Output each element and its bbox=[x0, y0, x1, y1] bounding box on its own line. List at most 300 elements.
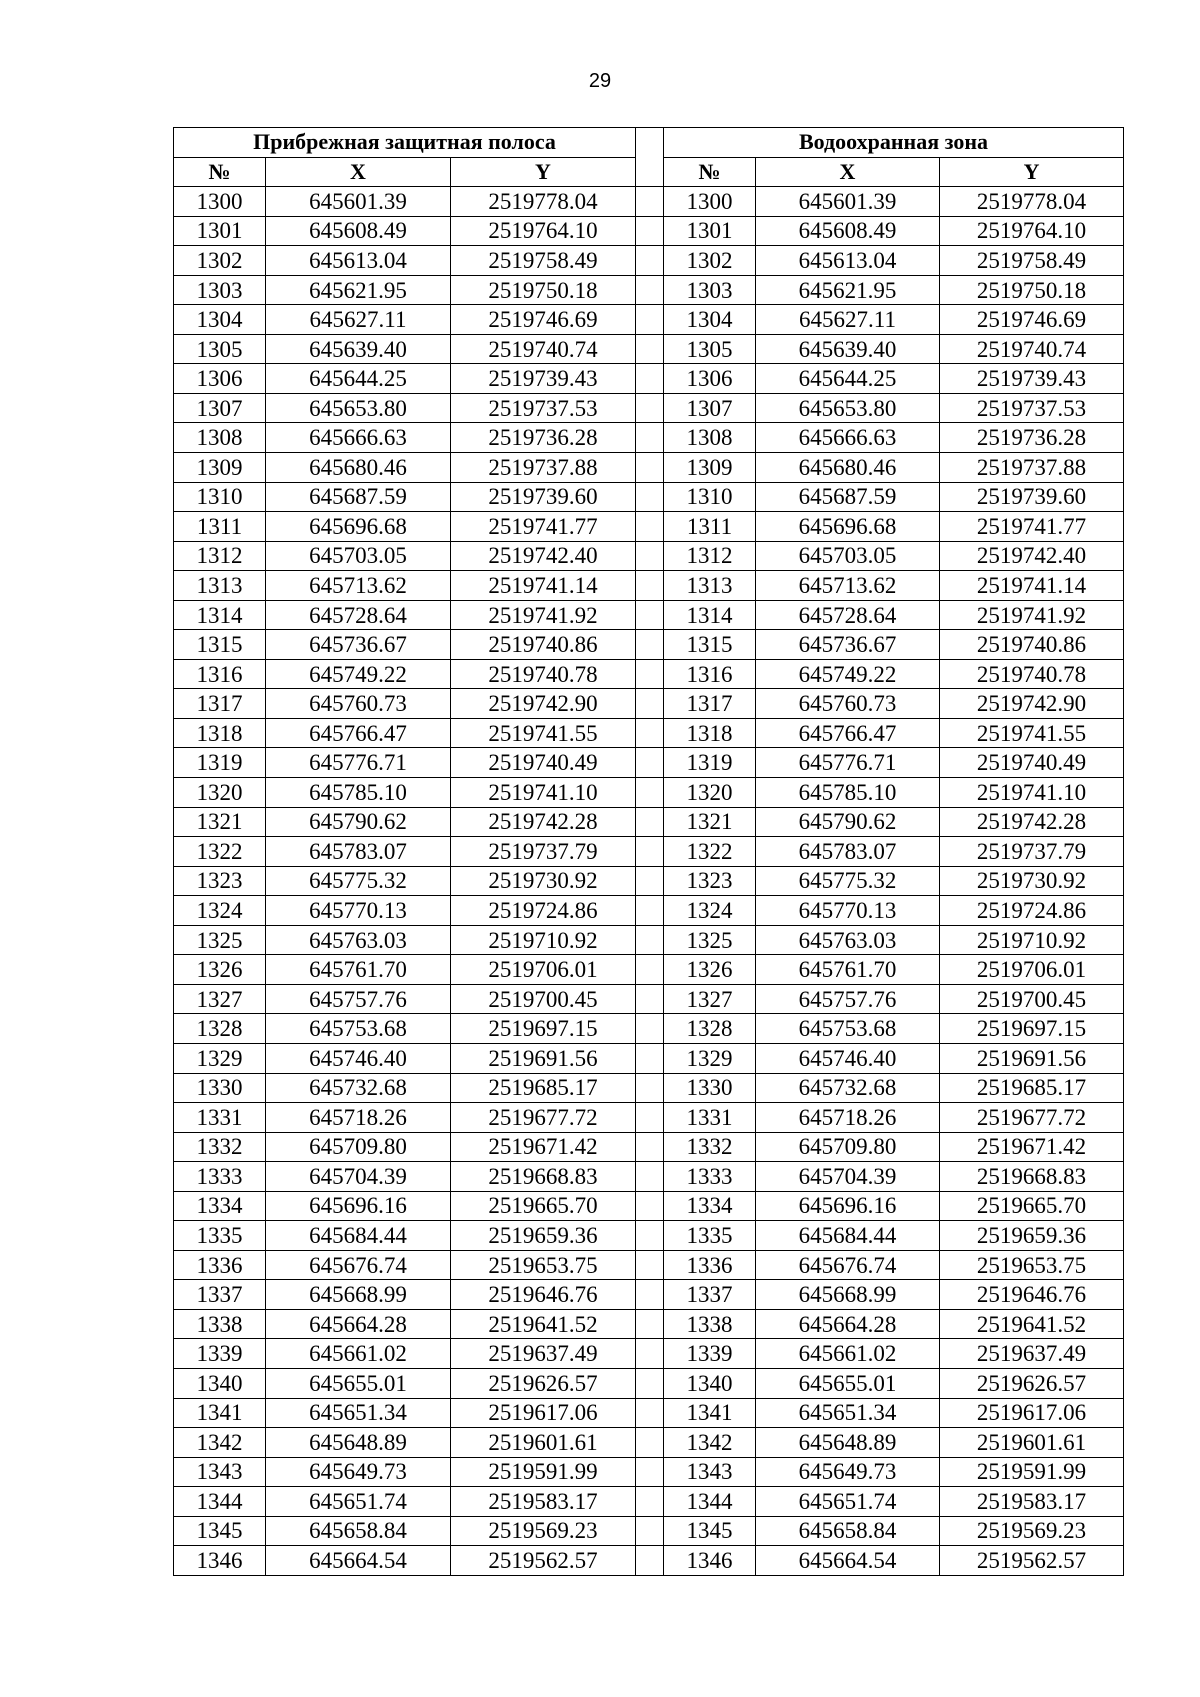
left-x-cell: 645666.63 bbox=[266, 423, 451, 453]
right-num-cell: 1329 bbox=[664, 1043, 756, 1073]
table-row bbox=[174, 423, 1124, 453]
right-x-cell: 645649.73 bbox=[756, 1457, 940, 1487]
right-x-cell: 645763.03 bbox=[756, 925, 940, 955]
right-y-cell: 2519740.49 bbox=[940, 748, 1124, 778]
right-num-cell: 1314 bbox=[664, 600, 756, 630]
left-x-cell: 645775.32 bbox=[266, 866, 451, 896]
left-num-cell: 1318 bbox=[174, 718, 266, 748]
row-gap-cell bbox=[636, 334, 664, 364]
left-x-cell: 645653.80 bbox=[266, 393, 451, 423]
left-num-cell: 1303 bbox=[174, 275, 266, 305]
left-y-cell: 2519646.76 bbox=[451, 1280, 636, 1310]
right-x-cell: 645664.54 bbox=[756, 1546, 940, 1576]
row-gap-cell bbox=[636, 659, 664, 689]
right-y-cell: 2519641.52 bbox=[940, 1309, 1124, 1339]
right-x-cell: 645639.40 bbox=[756, 334, 940, 364]
left-num-cell: 1339 bbox=[174, 1339, 266, 1369]
right-num-cell: 1346 bbox=[664, 1546, 756, 1576]
row-gap-cell bbox=[636, 1132, 664, 1162]
left-y-cell: 2519742.28 bbox=[451, 807, 636, 837]
right-x-cell: 645790.62 bbox=[756, 807, 940, 837]
right-x-cell: 645687.59 bbox=[756, 482, 940, 512]
left-y-cell: 2519740.78 bbox=[451, 659, 636, 689]
left-num-cell: 1331 bbox=[174, 1103, 266, 1133]
right-num-cell: 1318 bbox=[664, 718, 756, 748]
table-row bbox=[174, 955, 1124, 985]
right-num-cell: 1317 bbox=[664, 689, 756, 719]
row-gap-cell bbox=[636, 1073, 664, 1103]
right-y-cell: 2519591.99 bbox=[940, 1457, 1124, 1487]
right-x-cell: 645608.49 bbox=[756, 216, 940, 246]
left-num-cell: 1301 bbox=[174, 216, 266, 246]
left-x-cell: 645639.40 bbox=[266, 334, 451, 364]
right-y-cell: 2519646.76 bbox=[940, 1280, 1124, 1310]
left-y-cell: 2519626.57 bbox=[451, 1368, 636, 1398]
left-num-cell: 1311 bbox=[174, 512, 266, 542]
right-num-cell: 1321 bbox=[664, 807, 756, 837]
table-row bbox=[174, 984, 1124, 1014]
row-gap-cell bbox=[636, 1191, 664, 1221]
table-row bbox=[174, 1103, 1124, 1133]
left-num-cell: 1332 bbox=[174, 1132, 266, 1162]
right-num-cell: 1336 bbox=[664, 1250, 756, 1280]
right-x-cell: 645718.26 bbox=[756, 1103, 940, 1133]
table-row bbox=[174, 216, 1124, 246]
right-y-cell: 2519740.86 bbox=[940, 630, 1124, 660]
left-num-cell: 1341 bbox=[174, 1398, 266, 1428]
left-y-cell: 2519562.57 bbox=[451, 1546, 636, 1576]
right-num-cell: 1338 bbox=[664, 1309, 756, 1339]
right-x-cell: 645761.70 bbox=[756, 955, 940, 985]
right-x-cell: 645736.67 bbox=[756, 630, 940, 660]
right-x-cell: 645648.89 bbox=[756, 1428, 940, 1458]
left-y-cell: 2519750.18 bbox=[451, 275, 636, 305]
left-x-cell: 645648.89 bbox=[266, 1428, 451, 1458]
left-x-cell: 645732.68 bbox=[266, 1073, 451, 1103]
left-x-cell: 645770.13 bbox=[266, 896, 451, 926]
left-x-cell: 645709.80 bbox=[266, 1132, 451, 1162]
table-row bbox=[174, 1457, 1124, 1487]
row-gap-cell bbox=[636, 1516, 664, 1546]
row-gap-cell bbox=[636, 925, 664, 955]
right-num-cell: 1330 bbox=[664, 1073, 756, 1103]
row-gap-cell bbox=[636, 482, 664, 512]
row-gap-cell bbox=[636, 1368, 664, 1398]
left-num-cell: 1302 bbox=[174, 246, 266, 276]
right-x-cell: 645653.80 bbox=[756, 393, 940, 423]
left-num-cell: 1322 bbox=[174, 837, 266, 867]
right-x-cell: 645785.10 bbox=[756, 778, 940, 808]
left-x-cell: 645766.47 bbox=[266, 718, 451, 748]
left-y-cell: 2519665.70 bbox=[451, 1191, 636, 1221]
left-y-cell: 2519583.17 bbox=[451, 1487, 636, 1517]
right-y-cell: 2519677.72 bbox=[940, 1103, 1124, 1133]
row-gap-cell bbox=[636, 1487, 664, 1517]
table-row bbox=[174, 600, 1124, 630]
left-num-cell: 1321 bbox=[174, 807, 266, 837]
left-num-cell: 1330 bbox=[174, 1073, 266, 1103]
right-x-cell: 645655.01 bbox=[756, 1368, 940, 1398]
left-num-cell: 1324 bbox=[174, 896, 266, 926]
left-num-cell: 1313 bbox=[174, 571, 266, 601]
left-y-cell: 2519653.75 bbox=[451, 1250, 636, 1280]
row-gap-cell bbox=[636, 896, 664, 926]
right-num-cell: 1326 bbox=[664, 955, 756, 985]
left-num-cell: 1315 bbox=[174, 630, 266, 660]
left-y-cell: 2519691.56 bbox=[451, 1043, 636, 1073]
section-gap bbox=[636, 128, 664, 187]
right-num-cell: 1327 bbox=[664, 984, 756, 1014]
right-y-cell: 2519741.77 bbox=[940, 512, 1124, 542]
row-gap-cell bbox=[636, 1546, 664, 1576]
right-y-cell: 2519637.49 bbox=[940, 1339, 1124, 1369]
right-y-cell: 2519659.36 bbox=[940, 1221, 1124, 1251]
table-row bbox=[174, 334, 1124, 364]
right-col-x-header: X bbox=[756, 157, 940, 187]
table-row bbox=[174, 1339, 1124, 1369]
left-y-cell: 2519740.86 bbox=[451, 630, 636, 660]
right-x-cell: 645696.68 bbox=[756, 512, 940, 542]
left-y-cell: 2519741.14 bbox=[451, 571, 636, 601]
table-row bbox=[174, 659, 1124, 689]
left-num-cell: 1314 bbox=[174, 600, 266, 630]
left-x-cell: 645760.73 bbox=[266, 689, 451, 719]
left-x-cell: 645661.02 bbox=[266, 1339, 451, 1369]
table-row bbox=[174, 246, 1124, 276]
right-num-cell: 1322 bbox=[664, 837, 756, 867]
table-row bbox=[174, 1250, 1124, 1280]
left-x-cell: 645676.74 bbox=[266, 1250, 451, 1280]
table-row bbox=[174, 925, 1124, 955]
right-num-cell: 1305 bbox=[664, 334, 756, 364]
table-row bbox=[174, 305, 1124, 335]
table-row bbox=[174, 1221, 1124, 1251]
right-num-cell: 1311 bbox=[664, 512, 756, 542]
left-num-cell: 1308 bbox=[174, 423, 266, 453]
right-num-cell: 1302 bbox=[664, 246, 756, 276]
right-y-cell: 2519739.43 bbox=[940, 364, 1124, 394]
table-row bbox=[174, 1043, 1124, 1073]
right-x-cell: 645766.47 bbox=[756, 718, 940, 748]
right-num-cell: 1345 bbox=[664, 1516, 756, 1546]
left-num-cell: 1337 bbox=[174, 1280, 266, 1310]
row-gap-cell bbox=[636, 246, 664, 276]
left-num-cell: 1327 bbox=[174, 984, 266, 1014]
row-gap-cell bbox=[636, 984, 664, 1014]
left-y-cell: 2519758.49 bbox=[451, 246, 636, 276]
table-row bbox=[174, 1398, 1124, 1428]
table-row bbox=[174, 1428, 1124, 1458]
right-num-cell: 1323 bbox=[664, 866, 756, 896]
table-row bbox=[174, 630, 1124, 660]
left-y-cell: 2519601.61 bbox=[451, 1428, 636, 1458]
left-y-cell: 2519617.06 bbox=[451, 1398, 636, 1428]
right-num-cell: 1308 bbox=[664, 423, 756, 453]
row-gap-cell bbox=[636, 1339, 664, 1369]
right-y-cell: 2519746.69 bbox=[940, 305, 1124, 335]
right-num-cell: 1319 bbox=[664, 748, 756, 778]
left-x-cell: 645687.59 bbox=[266, 482, 451, 512]
right-y-cell: 2519737.53 bbox=[940, 393, 1124, 423]
right-y-cell: 2519706.01 bbox=[940, 955, 1124, 985]
left-y-cell: 2519741.92 bbox=[451, 600, 636, 630]
right-x-cell: 645713.62 bbox=[756, 571, 940, 601]
right-x-cell: 645613.04 bbox=[756, 246, 940, 276]
right-x-cell: 645749.22 bbox=[756, 659, 940, 689]
left-x-cell: 645696.16 bbox=[266, 1191, 451, 1221]
right-y-cell: 2519736.28 bbox=[940, 423, 1124, 453]
right-y-cell: 2519737.88 bbox=[940, 453, 1124, 483]
left-num-cell: 1310 bbox=[174, 482, 266, 512]
left-x-cell: 645728.64 bbox=[266, 600, 451, 630]
right-y-cell: 2519617.06 bbox=[940, 1398, 1124, 1428]
left-x-cell: 645703.05 bbox=[266, 541, 451, 571]
left-num-cell: 1345 bbox=[174, 1516, 266, 1546]
left-num-cell: 1320 bbox=[174, 778, 266, 808]
row-gap-cell bbox=[636, 216, 664, 246]
row-gap-cell bbox=[636, 955, 664, 985]
table-row bbox=[174, 1191, 1124, 1221]
right-y-cell: 2519742.40 bbox=[940, 541, 1124, 571]
right-x-cell: 645651.34 bbox=[756, 1398, 940, 1428]
left-num-cell: 1300 bbox=[174, 187, 266, 217]
left-y-cell: 2519641.52 bbox=[451, 1309, 636, 1339]
row-gap-cell bbox=[636, 630, 664, 660]
table-row bbox=[174, 1132, 1124, 1162]
right-num-cell: 1304 bbox=[664, 305, 756, 335]
left-x-cell: 645621.95 bbox=[266, 275, 451, 305]
left-x-cell: 645651.34 bbox=[266, 1398, 451, 1428]
right-y-cell: 2519601.61 bbox=[940, 1428, 1124, 1458]
left-y-cell: 2519742.90 bbox=[451, 689, 636, 719]
left-num-cell: 1317 bbox=[174, 689, 266, 719]
table-row bbox=[174, 187, 1124, 217]
row-gap-cell bbox=[636, 453, 664, 483]
coordinates-table bbox=[173, 127, 1124, 1576]
left-col-y-header: Y bbox=[451, 157, 636, 187]
right-num-cell: 1312 bbox=[664, 541, 756, 571]
left-x-cell: 645746.40 bbox=[266, 1043, 451, 1073]
table-row bbox=[174, 541, 1124, 571]
right-x-cell: 645770.13 bbox=[756, 896, 940, 926]
left-y-cell: 2519697.15 bbox=[451, 1014, 636, 1044]
left-x-cell: 645658.84 bbox=[266, 1516, 451, 1546]
left-num-cell: 1344 bbox=[174, 1487, 266, 1517]
right-x-cell: 645627.11 bbox=[756, 305, 940, 335]
left-x-cell: 645790.62 bbox=[266, 807, 451, 837]
right-col-num-header: № bbox=[664, 157, 756, 187]
row-gap-cell bbox=[636, 718, 664, 748]
right-num-cell: 1315 bbox=[664, 630, 756, 660]
right-x-cell: 645703.05 bbox=[756, 541, 940, 571]
left-num-cell: 1340 bbox=[174, 1368, 266, 1398]
left-y-cell: 2519668.83 bbox=[451, 1162, 636, 1192]
table-row bbox=[174, 364, 1124, 394]
right-num-cell: 1324 bbox=[664, 896, 756, 926]
left-y-cell: 2519739.60 bbox=[451, 482, 636, 512]
right-x-cell: 645728.64 bbox=[756, 600, 940, 630]
right-y-cell: 2519741.10 bbox=[940, 778, 1124, 808]
row-gap-cell bbox=[636, 275, 664, 305]
left-y-cell: 2519741.10 bbox=[451, 778, 636, 808]
left-y-cell: 2519569.23 bbox=[451, 1516, 636, 1546]
left-y-cell: 2519591.99 bbox=[451, 1457, 636, 1487]
right-y-cell: 2519742.90 bbox=[940, 689, 1124, 719]
left-num-cell: 1333 bbox=[174, 1162, 266, 1192]
left-num-cell: 1326 bbox=[174, 955, 266, 985]
left-num-cell: 1316 bbox=[174, 659, 266, 689]
left-y-cell: 2519742.40 bbox=[451, 541, 636, 571]
right-y-cell: 2519626.57 bbox=[940, 1368, 1124, 1398]
table-row bbox=[174, 778, 1124, 808]
row-gap-cell bbox=[636, 1428, 664, 1458]
right-x-cell: 645757.76 bbox=[756, 984, 940, 1014]
left-num-cell: 1328 bbox=[174, 1014, 266, 1044]
left-y-cell: 2519671.42 bbox=[451, 1132, 636, 1162]
left-y-cell: 2519741.77 bbox=[451, 512, 636, 542]
left-y-cell: 2519739.43 bbox=[451, 364, 636, 394]
left-y-cell: 2519741.55 bbox=[451, 718, 636, 748]
right-num-cell: 1333 bbox=[664, 1162, 756, 1192]
right-num-cell: 1337 bbox=[664, 1280, 756, 1310]
row-gap-cell bbox=[636, 1043, 664, 1073]
left-x-cell: 645613.04 bbox=[266, 246, 451, 276]
right-y-cell: 2519764.10 bbox=[940, 216, 1124, 246]
right-num-cell: 1313 bbox=[664, 571, 756, 601]
right-section-title: Водоохранная зона bbox=[664, 128, 1124, 158]
left-num-cell: 1329 bbox=[174, 1043, 266, 1073]
left-y-cell: 2519778.04 bbox=[451, 187, 636, 217]
left-y-cell: 2519659.36 bbox=[451, 1221, 636, 1251]
right-num-cell: 1306 bbox=[664, 364, 756, 394]
section-header-row bbox=[174, 128, 1124, 158]
left-y-cell: 2519637.49 bbox=[451, 1339, 636, 1369]
left-x-cell: 645627.11 bbox=[266, 305, 451, 335]
row-gap-cell bbox=[636, 423, 664, 453]
table-row bbox=[174, 453, 1124, 483]
right-x-cell: 645621.95 bbox=[756, 275, 940, 305]
table-row bbox=[174, 1516, 1124, 1546]
left-x-cell: 645753.68 bbox=[266, 1014, 451, 1044]
row-gap-cell bbox=[636, 689, 664, 719]
right-y-cell: 2519685.17 bbox=[940, 1073, 1124, 1103]
left-num-cell: 1343 bbox=[174, 1457, 266, 1487]
right-y-cell: 2519724.86 bbox=[940, 896, 1124, 926]
left-y-cell: 2519740.49 bbox=[451, 748, 636, 778]
right-num-cell: 1339 bbox=[664, 1339, 756, 1369]
left-x-cell: 645664.54 bbox=[266, 1546, 451, 1576]
right-y-cell: 2519740.78 bbox=[940, 659, 1124, 689]
table-row bbox=[174, 837, 1124, 867]
right-num-cell: 1325 bbox=[664, 925, 756, 955]
row-gap-cell bbox=[636, 1309, 664, 1339]
table-row bbox=[174, 896, 1124, 926]
table-row bbox=[174, 1073, 1124, 1103]
right-x-cell: 645783.07 bbox=[756, 837, 940, 867]
right-x-cell: 645776.71 bbox=[756, 748, 940, 778]
right-y-cell: 2519741.55 bbox=[940, 718, 1124, 748]
left-y-cell: 2519740.74 bbox=[451, 334, 636, 364]
left-col-num-header: № bbox=[174, 157, 266, 187]
right-x-cell: 645661.02 bbox=[756, 1339, 940, 1369]
left-x-cell: 645736.67 bbox=[266, 630, 451, 660]
right-x-cell: 645753.68 bbox=[756, 1014, 940, 1044]
right-y-cell: 2519730.92 bbox=[940, 866, 1124, 896]
right-x-cell: 645601.39 bbox=[756, 187, 940, 217]
row-gap-cell bbox=[636, 1014, 664, 1044]
right-col-y-header: Y bbox=[940, 157, 1124, 187]
table-row bbox=[174, 275, 1124, 305]
right-x-cell: 645775.32 bbox=[756, 866, 940, 896]
table-row bbox=[174, 866, 1124, 896]
left-y-cell: 2519736.28 bbox=[451, 423, 636, 453]
row-gap-cell bbox=[636, 305, 664, 335]
left-y-cell: 2519710.92 bbox=[451, 925, 636, 955]
right-y-cell: 2519583.17 bbox=[940, 1487, 1124, 1517]
left-x-cell: 645776.71 bbox=[266, 748, 451, 778]
row-gap-cell bbox=[636, 807, 664, 837]
row-gap-cell bbox=[636, 1162, 664, 1192]
row-gap-cell bbox=[636, 541, 664, 571]
right-x-cell: 645658.84 bbox=[756, 1516, 940, 1546]
right-num-cell: 1316 bbox=[664, 659, 756, 689]
right-num-cell: 1342 bbox=[664, 1428, 756, 1458]
right-y-cell: 2519697.15 bbox=[940, 1014, 1124, 1044]
left-x-cell: 645655.01 bbox=[266, 1368, 451, 1398]
left-y-cell: 2519724.86 bbox=[451, 896, 636, 926]
table-row bbox=[174, 748, 1124, 778]
right-y-cell: 2519741.92 bbox=[940, 600, 1124, 630]
left-y-cell: 2519764.10 bbox=[451, 216, 636, 246]
table-row bbox=[174, 482, 1124, 512]
table-row bbox=[174, 1014, 1124, 1044]
table-row bbox=[174, 1487, 1124, 1517]
left-num-cell: 1338 bbox=[174, 1309, 266, 1339]
right-y-cell: 2519750.18 bbox=[940, 275, 1124, 305]
row-gap-cell bbox=[636, 748, 664, 778]
right-y-cell: 2519740.74 bbox=[940, 334, 1124, 364]
right-x-cell: 645709.80 bbox=[756, 1132, 940, 1162]
right-num-cell: 1300 bbox=[664, 187, 756, 217]
right-num-cell: 1307 bbox=[664, 393, 756, 423]
right-y-cell: 2519653.75 bbox=[940, 1250, 1124, 1280]
left-x-cell: 645608.49 bbox=[266, 216, 451, 246]
right-y-cell: 2519710.92 bbox=[940, 925, 1124, 955]
left-y-cell: 2519737.88 bbox=[451, 453, 636, 483]
right-y-cell: 2519741.14 bbox=[940, 571, 1124, 601]
row-gap-cell bbox=[636, 866, 664, 896]
right-x-cell: 645746.40 bbox=[756, 1043, 940, 1073]
row-gap-cell bbox=[636, 512, 664, 542]
left-y-cell: 2519730.92 bbox=[451, 866, 636, 896]
right-x-cell: 645651.74 bbox=[756, 1487, 940, 1517]
right-num-cell: 1328 bbox=[664, 1014, 756, 1044]
left-x-cell: 645713.62 bbox=[266, 571, 451, 601]
right-y-cell: 2519691.56 bbox=[940, 1043, 1124, 1073]
row-gap-cell bbox=[636, 1398, 664, 1428]
left-x-cell: 645749.22 bbox=[266, 659, 451, 689]
left-y-cell: 2519737.53 bbox=[451, 393, 636, 423]
left-x-cell: 645761.70 bbox=[266, 955, 451, 985]
row-gap-cell bbox=[636, 1221, 664, 1251]
right-num-cell: 1309 bbox=[664, 453, 756, 483]
left-num-cell: 1335 bbox=[174, 1221, 266, 1251]
left-num-cell: 1323 bbox=[174, 866, 266, 896]
left-num-cell: 1325 bbox=[174, 925, 266, 955]
left-num-cell: 1334 bbox=[174, 1191, 266, 1221]
left-y-cell: 2519737.79 bbox=[451, 837, 636, 867]
right-x-cell: 645732.68 bbox=[756, 1073, 940, 1103]
